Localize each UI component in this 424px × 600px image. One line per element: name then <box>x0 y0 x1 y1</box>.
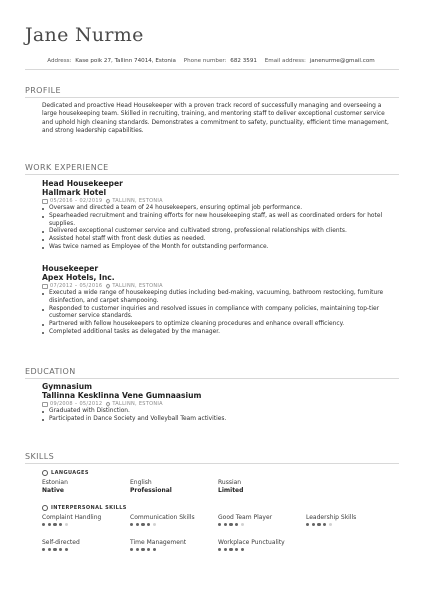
skill-item <box>306 514 391 526</box>
rating-dot-filled <box>153 548 156 551</box>
job-bullet: Partnered with fellow housekeepers to optimize cleaning procedures and enhance overall efficiency. <box>42 321 397 329</box>
location-pin-icon <box>105 283 111 289</box>
job-meta <box>42 282 397 290</box>
rating-dot-filled <box>53 548 56 551</box>
job-bullet: Executed a wide range of housekeeping duties including bed-making, vacuuming, bathroom restocking, furniture disinfection, and carpet shampooing. <box>42 290 397 306</box>
job-bullet: Responded to customer inquiries and resolved issues in compliance with company policies, maintaining top-tier customer service standards. <box>42 306 397 322</box>
job-bullet: Oversaw and directed a team of 24 housekeepers, ensuring optimal job performance. <box>42 205 397 213</box>
education-entry <box>42 383 397 424</box>
skill-item <box>42 539 127 551</box>
skill-rating <box>218 548 303 551</box>
job-dates: 07/2012 – 05/2016 <box>50 283 103 289</box>
job-bullets <box>42 290 397 337</box>
language-item <box>42 479 127 495</box>
rating-dot-filled <box>218 548 221 551</box>
job-bullet: Was twice named as Employee of the Month for outstanding performance. <box>42 244 397 252</box>
rating-dot-filled <box>235 523 238 526</box>
job-location: TALLINN, ESTONIA <box>112 198 163 204</box>
phone-value: 682 3591 <box>230 58 257 64</box>
rating-dot-filled <box>48 548 51 551</box>
phone-label: Phone number: <box>183 58 227 64</box>
language-level: Professional <box>130 487 172 494</box>
job-dates: 05/2016 – 02/2019 <box>50 198 103 204</box>
languages-heading-label: LANGUAGES <box>51 470 89 476</box>
rating-dot-filled <box>59 523 62 526</box>
rating-dot-filled <box>323 523 326 526</box>
profile-section-title: PROFILE <box>25 86 61 95</box>
job-bullet: Spearheaded recruitment and training efforts for new housekeeping staff, as well as coordinated orders for hotel supplies. <box>42 213 397 229</box>
job-bullet: Delivered exceptional customer service and cultivated strong, professional relationships with clients. <box>42 228 397 236</box>
rating-dot-filled <box>235 548 238 551</box>
skill-item <box>42 514 127 526</box>
job-company: Hallmark Hotel <box>42 187 107 197</box>
skill-rating <box>218 523 303 526</box>
rating-dot-filled <box>141 523 144 526</box>
calendar-icon <box>42 402 48 407</box>
education-bullets <box>42 408 397 424</box>
rating-dot-filled <box>48 523 51 526</box>
interpersonal-heading-label: INTERPERSONAL SKILLS <box>51 505 127 511</box>
skill-rating <box>130 548 215 551</box>
skill-rating <box>130 523 215 526</box>
experience-divider <box>25 174 399 175</box>
skill-item <box>130 514 215 526</box>
skill-name: Good Team Player <box>218 514 273 521</box>
email-value: janenurme@gmail.com <box>309 58 375 64</box>
skill-name: Communication Skills <box>130 514 195 521</box>
rating-dot-filled <box>59 548 62 551</box>
language-item <box>130 479 215 495</box>
rating-dot-filled <box>130 548 133 551</box>
degree-title: Gymnasium <box>42 382 93 391</box>
language-level: Native <box>42 487 64 494</box>
rating-dot-empty <box>153 523 156 526</box>
rating-dot-filled <box>229 523 232 526</box>
rating-dot-filled <box>141 548 144 551</box>
education-bullet: Participated in Dance Society and Volleyball Team activities. <box>42 416 397 424</box>
skill-rating <box>42 548 127 551</box>
job-bullet: Assisted hotel staff with front desk duties as needed. <box>42 236 397 244</box>
calendar-icon <box>42 199 48 204</box>
rating-dot-filled <box>147 548 150 551</box>
experience-section-title: WORK EXPERIENCE <box>25 163 109 172</box>
job-bullets <box>42 205 397 252</box>
skill-item <box>218 514 303 526</box>
job-entry <box>42 265 397 337</box>
skill-rating <box>42 523 127 526</box>
job-title: Housekeeper <box>42 264 99 273</box>
location-pin-icon <box>105 401 111 407</box>
job-company: Apex Hotels, Inc. <box>42 272 115 282</box>
address-value: Kase poik 27, Tallinn 74014, Estonia <box>75 58 176 64</box>
rating-dot-filled <box>306 523 309 526</box>
skills-section-title: SKILLS <box>25 452 55 461</box>
job-meta <box>42 197 397 205</box>
rating-dot-filled <box>317 523 320 526</box>
rating-dot-filled <box>241 548 244 551</box>
languages-icon <box>42 470 48 476</box>
rating-dot-filled <box>136 548 139 551</box>
rating-dot-filled <box>224 523 227 526</box>
job-title: Head Housekeeper <box>42 179 123 188</box>
education-bullet: Graduated with Distinction. <box>42 408 397 416</box>
rating-dot-filled <box>53 523 56 526</box>
education-section-title: EDUCATION <box>25 367 76 376</box>
address-label: Address: <box>47 58 72 64</box>
rating-dot-filled <box>229 548 232 551</box>
rating-dot-filled <box>136 523 139 526</box>
skill-name: Self-directed <box>42 539 80 546</box>
language-name: Russian <box>218 479 242 486</box>
skill-item <box>218 539 303 551</box>
job-location: TALLINN, ESTONIA <box>112 283 163 289</box>
job-bullet: Completed additional tasks as delegated by the manager. <box>42 329 397 337</box>
location-pin-icon <box>105 198 111 204</box>
skills-divider <box>25 463 399 464</box>
calendar-icon <box>42 284 48 289</box>
rating-dot-empty <box>241 523 244 526</box>
skill-rating <box>306 523 391 526</box>
language-item <box>218 479 303 495</box>
interpersonal-icon <box>42 505 48 511</box>
rating-dot-filled <box>224 548 227 551</box>
rating-dot-filled <box>312 523 315 526</box>
candidate-name: Jane Nurme <box>25 24 144 46</box>
skill-name: Workplace Punctuality <box>218 539 285 546</box>
rating-dot-filled <box>42 548 45 551</box>
skill-name: Leadership Skills <box>306 514 357 521</box>
education-location: TALLINN, ESTONIA <box>112 401 163 407</box>
email-label: Email address: <box>264 58 306 64</box>
skill-item <box>130 539 215 551</box>
interpersonal-heading <box>42 505 127 511</box>
job-entry <box>42 180 397 252</box>
languages-heading <box>42 470 89 476</box>
school-name: Tallinna Kesklinna Vene Gumnaasium <box>42 390 202 400</box>
education-dates: 09/2008 – 05/2012 <box>50 401 103 407</box>
rating-dot-filled <box>218 523 221 526</box>
rating-dot-filled <box>147 523 150 526</box>
rating-dot-empty <box>65 523 68 526</box>
language-name: Estonian <box>42 479 68 486</box>
education-divider <box>25 378 399 379</box>
language-level: Limited <box>218 487 244 494</box>
skill-name: Time Management <box>130 539 187 546</box>
rating-dot-filled <box>65 548 68 551</box>
rating-dot-empty <box>329 523 332 526</box>
skill-name: Complaint Handling <box>42 514 102 521</box>
rating-dot-filled <box>130 523 133 526</box>
contact-line <box>0 58 424 64</box>
header-divider <box>25 69 399 70</box>
profile-summary: Dedicated and proactive Head Housekeeper with a proven track record of successfully managing and overseeing a large housekeeping team. Skilled in recruiting, training, and mentoring staff to deliver exceptional customer service and uphold high cleaning standards. Demonstrates a commitment to safety, punctuality, efficient time management, and strong leadership capabilities. <box>42 103 389 134</box>
profile-divider <box>25 97 399 98</box>
rating-dot-filled <box>42 523 45 526</box>
education-meta <box>42 400 397 408</box>
language-name: English <box>130 479 152 486</box>
